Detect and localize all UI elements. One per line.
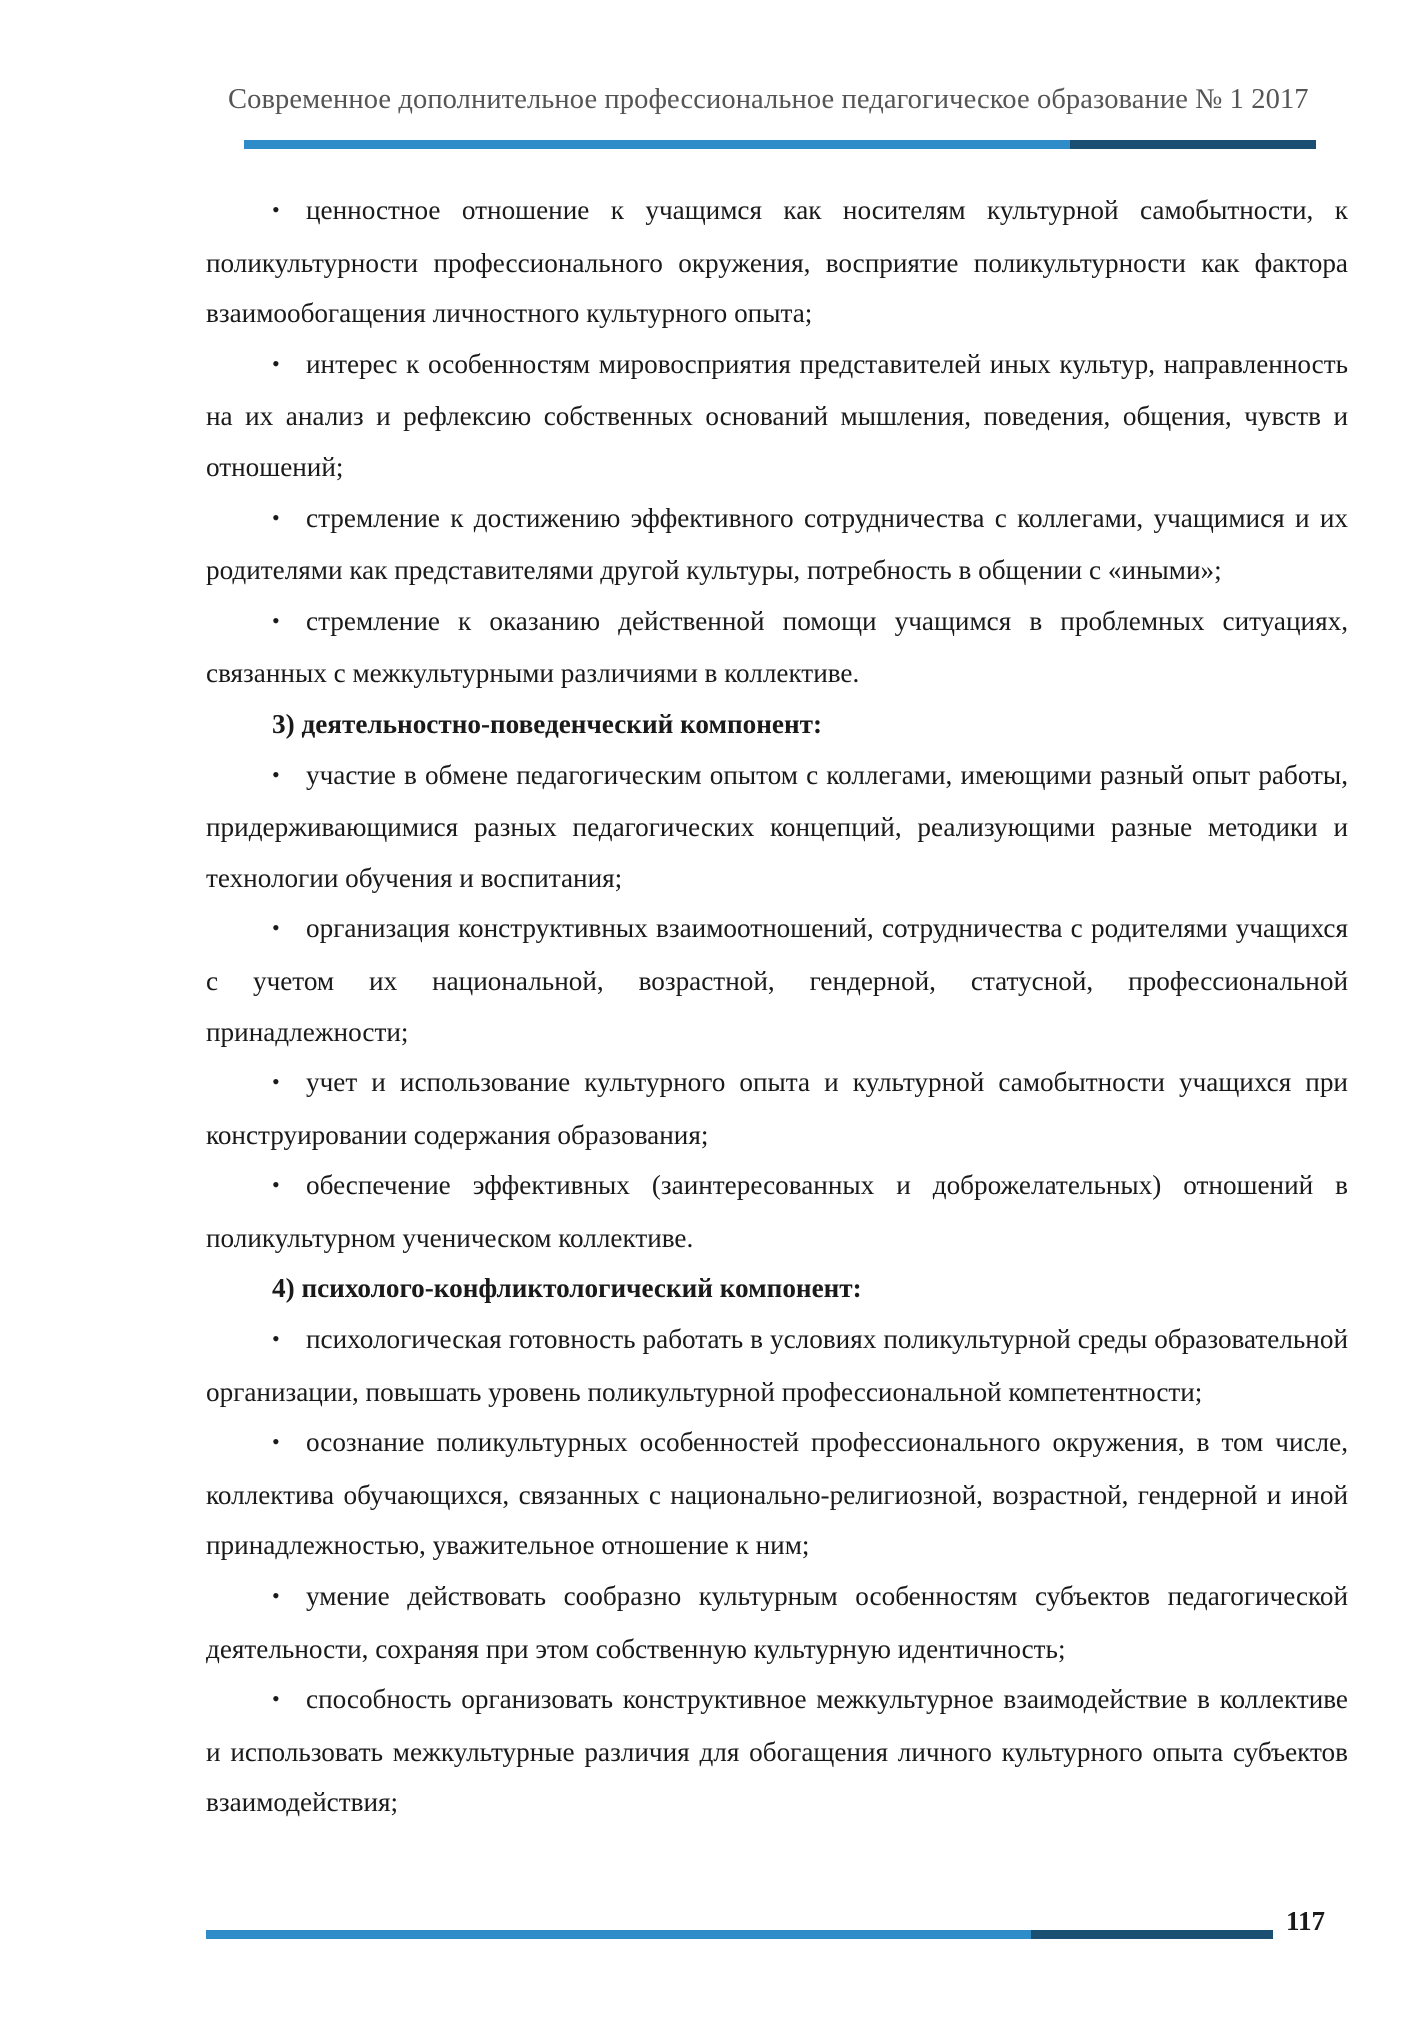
running-head: Современное дополнительное профессиональное педагогическое образование № 1 2017 xyxy=(228,84,1309,115)
list-item-text: участие в обмене педагогическим опытом с коллегами, имеющими разный опыт работы, придерживающимися разных педагогических концепций, реализующими разные методики и технологии обучения и воспитания; xyxy=(206,759,1348,893)
header-rule xyxy=(244,140,1316,149)
page-number: 117 xyxy=(1286,1906,1326,1936)
list-item xyxy=(206,1314,1348,1417)
list-item-text: осознание поликультурных особенностей профессионального окружения, в том числе, коллектива обучающихся, связанных с национально-религиозной, возрастной, гендерной и иной принадлежностью, уважительное отношение к ним; xyxy=(206,1427,1348,1561)
list-item xyxy=(206,1057,1348,1160)
body-text xyxy=(206,185,1348,1828)
bullet-icon: • xyxy=(272,1172,280,1198)
bullet-icon: • xyxy=(272,1429,280,1455)
bullet-icon: • xyxy=(272,504,280,530)
list-item-text: стремление к достижению эффективного сотрудничества с коллегами, учащимися и их родителями как представителями другой культуры, потребность в общении с «иными»; xyxy=(206,502,1348,586)
list-item xyxy=(206,903,1348,1057)
bullet-icon: • xyxy=(272,607,280,633)
footer-rule xyxy=(206,1930,1273,1939)
list-item xyxy=(206,1417,1348,1571)
list-item-text: стремление к оказанию действенной помощи учащимся в проблемных ситуациях, связанных с межкультурными различиями в коллективе. xyxy=(206,605,1348,689)
list-item xyxy=(206,596,1348,699)
bullet-icon: • xyxy=(272,761,280,787)
bullet-icon: • xyxy=(272,197,280,222)
bullet-icon: • xyxy=(272,1686,280,1712)
bullet-icon: • xyxy=(272,1583,280,1609)
list-item xyxy=(206,185,1348,339)
list-item-text: умение действовать сообразно культурным особенностям субъектов педагогической деятельности, сохраняя при этом собственную культурную идентичность; xyxy=(206,1581,1348,1664)
list-item-text: интерес к особенностям мировосприятия представителей иных культур, направленность на их анализ и рефлексию собственных оснований мышления, поведения, общения, чувств и отношений; xyxy=(206,348,1348,482)
list-item-text: психологическая готовность работать в условиях поликультурной среды образовательной организации, повышать уровень поликультурной профессиональной компетентности; xyxy=(206,1324,1348,1407)
bullet-icon: • xyxy=(272,1326,280,1352)
list-item xyxy=(206,750,1348,904)
list-item-text: организация конструктивных взаимоотношений, сотрудничества с родителями учащихся с учетом их национальной, возрастной, гендерной, статусной, профессиональной принадлежности; xyxy=(206,913,1348,1047)
list-item xyxy=(206,339,1348,493)
section-heading: 3) деятельностно-поведенческий компонент: xyxy=(272,708,823,739)
list-item xyxy=(206,1674,1348,1828)
bullet-icon: • xyxy=(272,350,280,376)
bullet-icon: • xyxy=(272,915,280,941)
section-heading: 4) психолого-конфликтологический компонент: xyxy=(272,1273,862,1304)
bullet-icon: • xyxy=(272,1069,280,1095)
list-item xyxy=(206,1160,1348,1263)
list-item xyxy=(206,1571,1348,1674)
header-rule-light-segment xyxy=(244,140,1070,149)
list-item xyxy=(206,493,1348,596)
footer-rule-light-segment xyxy=(206,1930,1031,1939)
list-item-text: ценностное отношение к учащимся как носителям культурной самобытности, к поликультурности профессионального окружения, восприятие поликультурности как фактора взаимообогащения личностного культурного опыта; xyxy=(206,195,1348,329)
header-rule-dark-segment xyxy=(1070,140,1316,149)
footer-rule-dark-segment xyxy=(1031,1930,1273,1939)
list-item-text: способность организовать конструктивное межкультурное взаимодействие в коллективе и использовать межкультурные различия для обогащения личного культурного опыта субъектов взаимодействия; xyxy=(206,1684,1348,1818)
list-item-text: обеспечение эффективных (заинтересованных и доброжелательных) отношений в поликультурном ученическом коллективе. xyxy=(206,1170,1348,1253)
list-item-text: учет и использование культурного опыта и культурной самобытности учащихся при конструировании содержания образования; xyxy=(206,1067,1348,1150)
